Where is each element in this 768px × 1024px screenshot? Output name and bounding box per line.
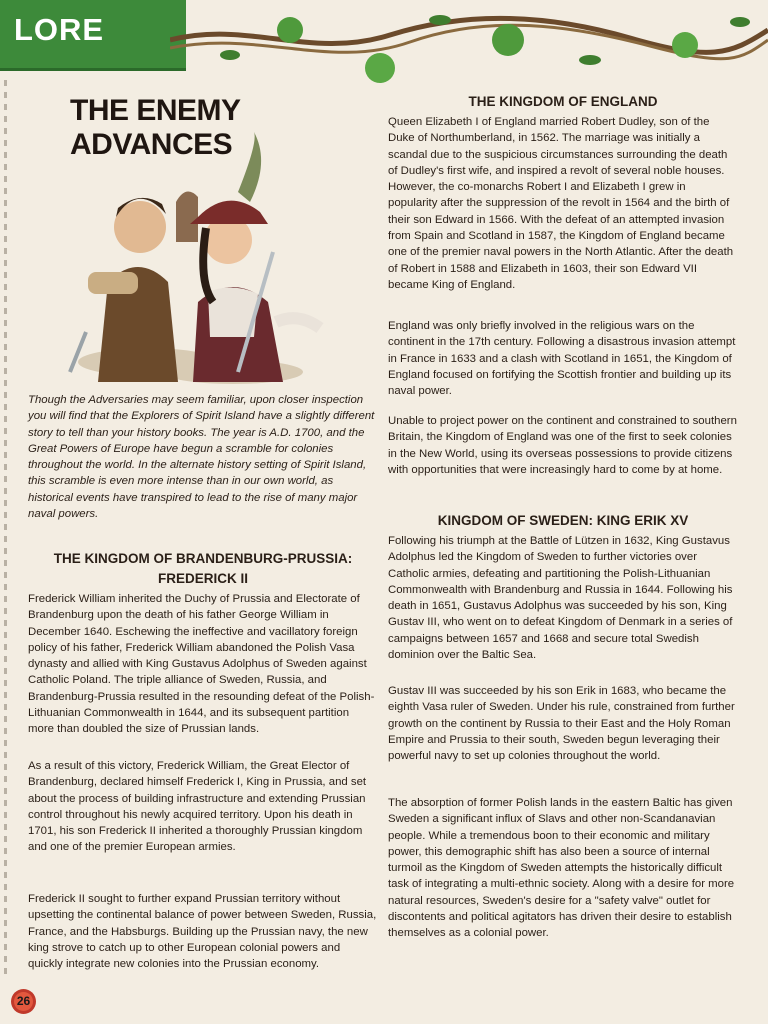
sweden-paragraph-3: The absorption of former Polish lands in the eastern Baltic has given Sweden a significant influx of Slavs and other non-Scandanavian people. While a tremendous boon to their economic and military power, this demographic shift has also been a source of internal turmoil as the Kingdom of Sweden attempts the historically difficult task of integrating a multi-ethnic society. Along with a desire for more natural resources, Sweden's desire for a "safety valve" outlet for discontents and political agitators has driven their desire to establish themselves as a colonial power. [388, 797, 735, 940]
section-tab-label: LORE [14, 12, 105, 47]
page-number: 26 [16, 994, 31, 1008]
sweden-paragraph-1: Following his triumph at the Battle of Lützen in 1632, King Gustavus Adolphus led the Kingdom of Sweden to further victories over Catholic armies, defeating and partitioning the Polish-Lithuanian Commonwealth with Brandenburg and Russia in 1644. Following his death in 1651, Gustavus Adolphus was succeeded by his son, King Gustav III, who went on to defeat Kingdom of Denmark in a series of campaigns between 1657 and 1668 and secure total Swedish dominion over the Baltic Sea. [388, 535, 733, 662]
sweden-heading: KINGDOM OF SWEDEN: KING ERIK XV [437, 513, 689, 528]
england-paragraph-3: Unable to project power on the continent and constrained to southern Britain, the Kingdom of England was one of the first to seek colonies in the New World, using its overseas possessions to provide citizens with opportunities that were increasingly hard to come by at home. [388, 415, 737, 476]
page-title: THE ENEMY ADVANCES [70, 94, 240, 161]
england-heading: THE KINGDOM OF ENGLAND [468, 94, 658, 109]
vine-border-decoration [170, 0, 768, 95]
section-tab [0, 0, 186, 71]
brandenburg-paragraph-2: As a result of this victory, Frederick William, the Great Elector of Brandenburg, declared himself Frederick I, King in Prussia, and set about the process of building infrastructure and extending Prussian control throughout his newly acquired territory. Upon his death in 1701, his son Frederick II inherited a thoroughly Prussian kingdom and one of the premier European armies. [28, 760, 367, 854]
england-paragraph-2: England was only briefly involved in the religious wars on the continent in the 17th century. Following a disastrous invasion attempt in France in 1633 and a clash with Scotland in 1651, the Kingdom of England focused on fortifying the Scottish frontier and building up its naval power. [388, 320, 736, 398]
intro-paragraph: Though the Adversaries may seem familiar, upon closer inspection you will find that the Explorers of Spirit Island have a slightly different story to tell than your history books. The year is A.D. 1700, and the Great Powers of Europe have begun a scramble for colonies throughout the world. In the alternate history setting of Spirit Island, this scramble is even more intense than in our own world, as historical events have transpired to lead to the rise of many major naval powers. [28, 394, 375, 521]
brandenburg-heading: THE KINGDOM OF BRANDENBURG-PRUSSIA: FREDERICK II [53, 551, 353, 586]
margin-dash-line [4, 80, 7, 980]
brandenburg-paragraph-1: Frederick William inherited the Duchy of Prussia and Electorate of Brandenburg upon the death of his father George William in December 1640. Eschewing the ineffective and vacillatory foreign policy of his father, Frederick William abandoned the Polish Vasa dynasty and allied with King Gustavus Adolphus of Sweden against Catholic Poland. The triple alliance of Sweden, Russia, and Brandenburg-Prussia resulted in the resounding defeat of the Polish-Lithuanian Commonwealth in 1644, and its subsequent partition more than doubled the size of Prussian lands. [28, 593, 375, 736]
sweden-paragraph-2: Gustav III was succeeded by his son Erik in 1683, who became the eighth Vasa ruler of Sweden. Under his rule, constrained from further growth on the continent by Russia to their East and the Holy Roman Empire and Prussia to their south, Sweden begun leveraging their powerful navy to set up colonies throughout the world. [388, 685, 735, 763]
brandenburg-paragraph-3: Frederick II sought to further expand Prussian territory without upsetting the continental balance of power between Sweden, Russia, France, and the Habsburgs. Building up the Prussian navy, the new king strove to catch up to other European colonial powers and quickly integrate new colonies into the Prussian economy. [28, 893, 377, 971]
explorers-illustration [58, 132, 328, 386]
page-number-badge [10, 988, 37, 1015]
england-paragraph-1: Queen Elizabeth I of England married Robert Dudley, son of the Duke of Northumberland, in 1562. The marriage was initially a scandal due to the suspicious circumstances surrounding the death of Dudley's first wife, and inspired a revolt of several noble houses. However, the co-monarchs Robert I and Elizabeth I grew in popularity after the suppression of the revolt in 1564 and the birth of their son Edward in 1566. With the defeat of an attempted invasion from Spain and Scotland in 1587, the Kingdom of England became one of the premier naval powers in the North Atlantic. After the death of Robert in 1588 and Elizabeth in 1603, their son Edward VII became King of England. [388, 116, 734, 291]
